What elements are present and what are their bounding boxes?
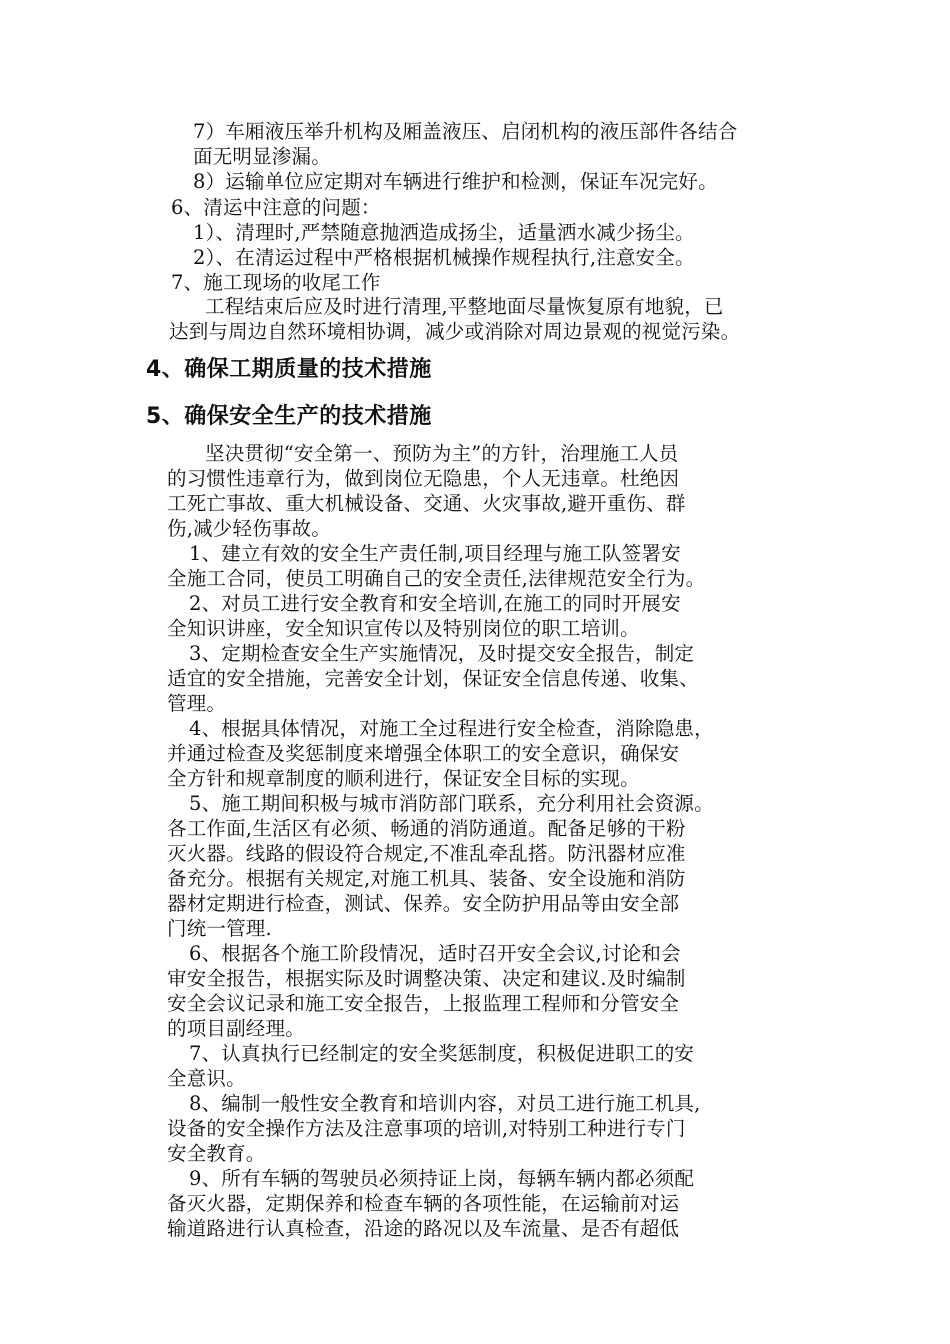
text-line: 7）车厢液压举升机构及厢盖液压、启闭机构的液压部件各结合 xyxy=(193,120,738,143)
text-line: 5、施工期间积极与城市消防部门联系，充分利用社会资源。 xyxy=(189,792,714,815)
text-line: 9、所有车辆的驾驶员必须持证上岗，每辆车辆内都必须配 xyxy=(189,1167,695,1190)
text-line: 2）、在清运过程中严格根据机械操作规程执行,注意安全。 xyxy=(193,246,695,269)
text-line: 全施工合同，使员工明确自己的安全责任,法律规范安全行为。 xyxy=(167,567,706,590)
text-line: 全知识讲座，安全知识宣传以及特别岗位的职工培训。 xyxy=(167,617,640,640)
text-line: 面无明显渗漏。 xyxy=(193,145,331,168)
text-line: 安全教育。 xyxy=(167,1142,266,1165)
text-line: 灭火器。线路的假设符合规定,不准乱牵乱搭。防汛器材应准 xyxy=(167,842,686,865)
section-7-heading: 7、施工现场的收尾工作 xyxy=(171,271,381,294)
text-line: 的习惯性违章行为，做到岗位无隐患，个人无违章。杜绝因 xyxy=(167,467,680,490)
text-line: 器材定期进行检查，测试、保养。安全防护用品等由安全部 xyxy=(167,892,680,915)
text-line: 3、定期检查安全生产实施情况，及时提交安全报告，制定 xyxy=(189,642,695,665)
text-line: 的项目副经理。 xyxy=(167,1017,305,1040)
text-line: 管理。 xyxy=(167,692,227,715)
text-line: 全方针和规章制度的顺利进行，保证安全目标的实现。 xyxy=(167,767,640,790)
heading-5: 5、确保安全生产的技术措施 xyxy=(146,404,432,429)
text-line: 门统一管理. xyxy=(167,917,272,940)
text-line: 审安全报告，根据实际及时调整决策、决定和建议.及时编制 xyxy=(167,967,686,990)
text-line: 1）、清理时,严禁随意抛洒造成扬尘，适量洒水减少扬尘。 xyxy=(193,221,695,244)
text-line: 坚决贯彻“安全第一、预防为主”的方针，治理施工人员 xyxy=(205,442,679,465)
text-line: 工程结束后应及时进行清理,平整地面尽量恢复原有地貌，已 xyxy=(205,295,724,318)
text-line: 工死亡事故、重大机械设备、交通、火灾事故,避开重伤、群 xyxy=(167,492,686,515)
text-line: 8）运输单位应定期对车辆进行维护和检测，保证车况完好。 xyxy=(193,170,718,193)
text-line: 输道路进行认真检查，沿途的路况以及车流量、是否有超低 xyxy=(167,1217,680,1240)
text-line: 备灭火器，定期保养和检查车辆的各项性能，在运输前对运 xyxy=(167,1192,680,1215)
text-line: 各工作面,生活区有必须、畅通的消防通道。配备足够的干粉 xyxy=(167,817,686,840)
heading-4: 4、确保工期质量的技术措施 xyxy=(146,357,432,382)
text-line: 2、对员工进行安全教育和安全培训,在施工的同时开展安 xyxy=(189,592,681,615)
text-line: 并通过检查及奖惩制度来增强全体职工的安全意识，确保安 xyxy=(167,742,680,765)
text-line: 7、认真执行已经制定的安全奖惩制度，积极促进职工的安 xyxy=(189,1042,695,1065)
text-line: 8、编制一般性安全教育和培训内容，对员工进行施工机具, xyxy=(189,1092,701,1115)
text-line: 适宜的安全措施，完善安全计划，保证安全信息传递、收集、 xyxy=(167,667,699,690)
text-line: 4、根据具体情况，对施工全过程进行安全检查，消除隐患， xyxy=(189,717,714,740)
text-line: 达到与周边自然环境相协调，减少或消除对周边景观的视觉污染。 xyxy=(169,320,741,343)
section-6-heading: 6、清运中注意的问题： xyxy=(171,196,381,219)
text-line: 全意识。 xyxy=(167,1067,246,1090)
text-line: 安全会议记录和施工安全报告，上报监理工程师和分管安全 xyxy=(167,992,680,1015)
text-line: 设备的安全操作方法及注意事项的培训,对特别工种进行专门 xyxy=(167,1117,686,1140)
text-line: 伤,减少轻伤事故。 xyxy=(167,517,331,540)
text-line: 6、根据各个施工阶段情况，适时召开安全会议,讨论和会 xyxy=(189,942,681,965)
text-line: 1、建立有效的安全生产责任制,项目经理与施工队签署安 xyxy=(189,542,681,565)
text-line: 备充分。根据有关规定,对施工机具、装备、安全设施和消防 xyxy=(167,867,686,890)
